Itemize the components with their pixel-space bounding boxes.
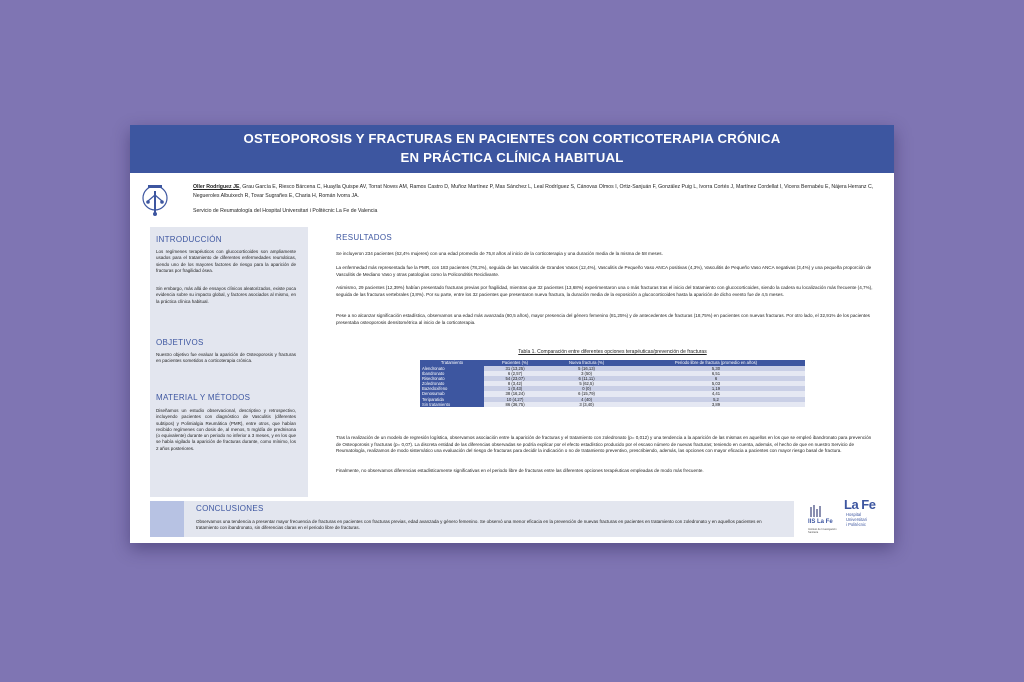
table-cell: 6 (2,57) bbox=[484, 371, 546, 376]
table-cell: 6 bbox=[627, 376, 805, 381]
table-cell: 5 (62,5) bbox=[546, 381, 627, 386]
resultados-paragraph-4: Pese a no alcanzar significación estadística, observamos una edad más avanzada (80,5 años), mayor presencia del género femenino (81,25%) y de antecedentes de fracturas (18,75%) en pacientes con nuevas fracturas. Por otro lado, el 32,91% de los pacientes presentaba osteoporosis densitométrica al inicio de la corticoterapia. bbox=[336, 313, 870, 325]
table-header-cell: Periodo libre de fractura (promedio en años) bbox=[627, 360, 805, 366]
table-header-cell: Nueva fractura (%) bbox=[546, 360, 627, 366]
iis-logo-icon bbox=[808, 503, 838, 529]
table-cell: 86 (36,75) bbox=[484, 402, 546, 407]
society-logo-icon bbox=[141, 183, 169, 219]
lafe-logo-text: La Fe bbox=[844, 497, 876, 512]
table-row bbox=[420, 402, 805, 407]
table-cell: 10 (4,27) bbox=[484, 397, 546, 402]
introduccion-heading: INTRODUCCIÓN bbox=[156, 235, 222, 244]
table-cell: Ibandronato bbox=[420, 371, 484, 376]
table-cell: 1,19 bbox=[627, 386, 805, 391]
introduccion-paragraph-2: Sin embargo, más allá de ensayos clínicos aleatorizados, existe poca evidencia sobre su impacto global, y factores asociados al mismo, en la práctica clínica habitual. bbox=[156, 286, 296, 304]
objetivos-heading: OBJETIVOS bbox=[156, 338, 204, 347]
title-banner bbox=[130, 125, 894, 173]
table-cell: 8 (3,42) bbox=[484, 381, 546, 386]
table-cell: 6 (11,11) bbox=[546, 376, 627, 381]
lafe-sub-line-1: Hospital bbox=[846, 512, 862, 517]
table-cell: 5,30 bbox=[627, 366, 805, 371]
lafe-sub-line-2: Universitari bbox=[846, 516, 867, 522]
conclusiones-heading: CONCLUSIONES bbox=[196, 504, 264, 513]
conclusiones-accent-block bbox=[150, 501, 184, 537]
objetivos-paragraph: Nuestro objetivo fue evaluar la aparición de Osteoporosis y fracturas en pacientes sometidos a corticoterapia crónica. bbox=[156, 352, 296, 364]
conclusiones-paragraph: Observamos una tendencia a presentar mayor frecuencia de fracturas en pacientes con fracturas previas, edad avanzada y género femenino. Se observó una menor eficacia en la prevención de nuevas fracturas en pacientes en tratamiento con zoledronato y en aquellos pacientes en tratamiento con ibandronato, sin diferencias claras en el periodo libre de fracturas. bbox=[196, 519, 762, 531]
table-cell: 0 (0) bbox=[546, 386, 627, 391]
author-list bbox=[193, 183, 883, 201]
table-cell: 54 (23,07) bbox=[484, 376, 546, 381]
table-cell: Denosumab bbox=[420, 391, 484, 396]
introduccion-paragraph-1: Los regímenes terapéuticos con glucocorticoides son ampliamente usados para el tratamiento de diferentes enfermedades reumáticas, siendo uno de los mayores factores de riesgo para la aparición de fracturas por fragilidad ósea. bbox=[156, 249, 296, 273]
material-heading: MATERIAL Y MÉTODOS bbox=[156, 393, 251, 402]
resultados-heading: RESULTADOS bbox=[336, 233, 393, 242]
table-cell: 6,51 bbox=[627, 371, 805, 376]
lafe-logo-subtitle bbox=[846, 513, 886, 527]
iis-logo-subtitle: Instituto de Investigación Sanitaria bbox=[808, 528, 837, 534]
table-cell: 3,89 bbox=[627, 402, 805, 407]
title-line-1: OSTEOPOROSIS Y FRACTURAS EN PACIENTES CON CORTICOTERAPIA CRÓNICA bbox=[243, 131, 781, 146]
table-cell: Alendronato bbox=[420, 366, 484, 371]
resultados-paragraph-1: Se incluyeron 234 pacientes (62,4% mujeres) con una edad promedio de 75,8 años al inicio de la corticoterapia y una duración media de la misma de 58 meses. bbox=[336, 251, 663, 256]
material-paragraph: Diseñamos un estudio observacional, descriptivo y retrospectivo, incluyendo pacientes con diagnóstico de Vasculitis (diferentes subtipos) y Polimialgia Reumática (PMR), entre otros, que habían recibido regímenes con dosis de, al menos, 5 mg/día de prednisona (o equivalente) durante un periodo no inferior a 3 meses, y en los que se había vigilado la aparición de fracturas durante, como mínimo, los 2 años posteriores. bbox=[156, 408, 296, 451]
table-cell: Zoledronato bbox=[420, 381, 484, 386]
table-cell: 38 (16,24) bbox=[484, 391, 546, 396]
table-cell: 6 (15,79) bbox=[546, 391, 627, 396]
table-header-cell: Pacientes (%) bbox=[484, 360, 546, 366]
first-author: Oller Rodríguez JE bbox=[193, 184, 240, 190]
table-cell: 3 (3,40) bbox=[546, 402, 627, 407]
table-cell: Sin tratamiento bbox=[420, 402, 484, 407]
table-cell: 5 (16,13) bbox=[546, 366, 627, 371]
left-panel bbox=[150, 227, 308, 497]
table-cell: Bazedoxifeno bbox=[420, 386, 484, 391]
table-cell: 1 (0,43) bbox=[484, 386, 546, 391]
table-cell: 31 (13,25) bbox=[484, 366, 546, 371]
table-header-cell: Tratamiento bbox=[420, 360, 484, 366]
table-cell: 4 (40) bbox=[546, 397, 627, 402]
lafe-sub-line-3: i Politècnic bbox=[846, 521, 867, 527]
poster bbox=[130, 125, 894, 543]
other-authors: , Grau García E, Riesco Bárcena C, Huaylla Quispe AV, Torrat Noves AM, Ramos Castro D, Muñoz Martínez P, Mas Sánchez L, Leal Rodríguez S, Cánovas Olmos I, Ortiz-Sanjuán F, González Puig L, Ivorra Cortés J, Martínez Cordellat I, Vicens Bernabéu E, Nájera Herranz C, Negueroles Albuixech R, Tovar Sugrañes E, Charia H, Román Ivorra JA. bbox=[193, 184, 874, 200]
table-cell: 5,2 bbox=[627, 397, 805, 402]
table-cell: 4,41 bbox=[627, 391, 805, 396]
resultados-paragraph-2: La enfermedad más representada fue la PMR, con 183 pacientes (78,2%), seguida de las Vasculitis de Grandes Vasos (12,4%), Vasculitis de Pequeño Vaso ANCA positivas (4,3%), Vasculitis de Pequeño Vaso ANCA negativas (3,4%) y una pequeña proporción de Vasculitis de Mediano Vaso y otras patologías como la Policondritis Recidivante. bbox=[336, 265, 872, 277]
affiliation: Servicio de Reumatología del Hospital Universitari i Politècnic La Fe de Valencia bbox=[193, 208, 378, 214]
table-cell: Teriparatida bbox=[420, 397, 484, 402]
table-cell: 3 (50) bbox=[546, 371, 627, 376]
title-line-2: EN PRÁCTICA CLÍNICA HABITUAL bbox=[400, 150, 624, 165]
resultados-paragraph-5: Tras la realización de un modelo de regresión logística, observamos asociación entre la aparición de fracturas y el tratamiento con zoledronato (p= 0,012) y una tendencia a la aparición de las mismas en aquellos en los que se empleó ibandronato para prevención de Osteoporosis y fracturas (p= 0,07). La discreta entidad de las diferencias observadas se podría explicar por el efecto estadístico producido por el escaso número de nuevas fracturas; teniendo en cuenta, además, el hecho de que en nuestro Servicio de Reumatología, realizamos de modo sistemático una evaluación del riesgo de fracturas para decidir la indicación o no de tratamiento preventivo, prescribiendo, además, las opciones con mayor eficacia a pacientes con mayor riesgo basal de fractura. bbox=[336, 435, 872, 454]
resultados-paragraph-3: Asimismo, 29 pacientes (12,39%) habían presentado fracturas previas por fragilidad, mientras que 32 pacientes (13,68%) experimentaron una o más fracturas tras el inicio del tratamiento con glucocorticoides, siendo la cadera su localización más frecuente (4,7%), seguida de las fracturas vertebrales (3,8%). Por su parte, entre los 32 pacientes que presentaron nueva fractura, la duración media de la exposición a glucocorticoides hasta la aparición de dicho evento fue de 4,5 meses. bbox=[336, 285, 873, 297]
table-caption: Tabla 1. Comparación entre diferentes opciones terapéuticas/prevención de fracturas bbox=[518, 349, 707, 355]
conclusiones-panel bbox=[150, 501, 794, 537]
table-cell: 5,03 bbox=[627, 381, 805, 386]
table-cell: Risedronato bbox=[420, 376, 484, 381]
resultados-paragraph-6: Finalmente, no observamos diferencias estadísticamente significativas en el periodo libre de fracturas entre las diferentes opciones terapéuticas empleadas de modo más frecuente. bbox=[336, 468, 704, 473]
treatment-table bbox=[420, 360, 805, 407]
iis-logo-text: IIS La Fe bbox=[808, 519, 833, 525]
